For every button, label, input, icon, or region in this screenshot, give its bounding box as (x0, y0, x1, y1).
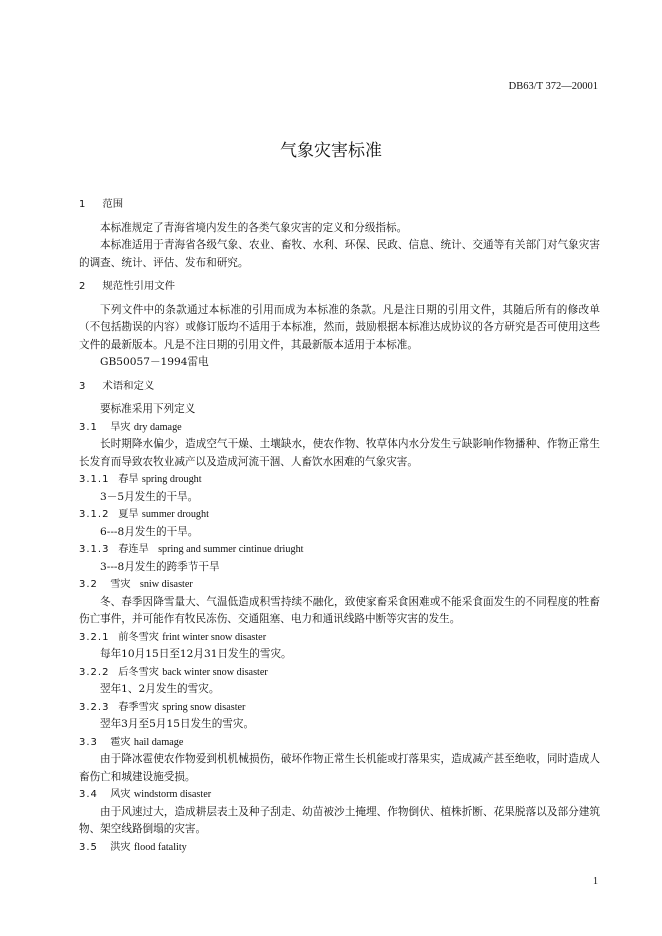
term-definition: 冬、春季因降雪量大、气温低造成积雪持续不融化，致使家畜采食困难或不能采食面发生的不同程度的牲畜伤亡事件，并可能作有牧民冻伤、交通阻塞、电力和通讯线路中断等灾害的发生。 (79, 595, 600, 625)
paragraph: 本标准适用于青海省各级气象、农业、畜牧、水利、环保、民政、信息、统计、交通等有关部门对气象灾害的调查、统计、评估、发布和研究。 (79, 239, 600, 269)
term-definition: 由于风速过大，造成耕层表土及种子刮走、幼苗被沙土掩埋、作物倒伏、植株折断、花果脱落以及部分建筑物、架空线路倒塌的灾害。 (79, 805, 600, 835)
term-definition: 翌年3月至5月15日发生的雪灾。 (100, 718, 255, 730)
term-definition: 6---8月发生的干旱。 (100, 525, 199, 538)
term-definition: 翌年1、2月发生的雪灾。 (100, 683, 220, 695)
document-body (79, 190, 600, 856)
term-heading: 3.1.3 春连旱 spring and summer cintinue driught (79, 544, 304, 555)
paragraph: 本标准规定了青海省境内发生的各类气象灾害的定义和分级指标。 (100, 221, 408, 234)
term-heading: 3.2.3 春季雪灾 spring snow disaster (79, 701, 246, 713)
document-title: 气象灾害标准 (280, 141, 382, 161)
paragraph: 要标准采用下列定义 (100, 403, 196, 415)
term-definition: 由于降冰雹使农作物爱到机机械损伤，破坏作物正常生长机能或打落果实，造成减产甚至绝收，同时造成人畜伤亡和城建设施受损。 (79, 753, 600, 783)
term-heading: 3.1 旱灾 dry damage (79, 421, 182, 433)
section-number: 1 (79, 199, 87, 210)
section-number: 3 (79, 380, 87, 392)
section-title: 范围 (102, 198, 124, 210)
section-2-heading (79, 278, 600, 296)
term-heading: 3.2.2 后冬雪灾 back winter snow disaster (79, 666, 268, 678)
section-number: 2 (79, 281, 87, 292)
term-heading: 3.5 洪灾 flood fatality (79, 841, 187, 853)
term-heading: 3.1.2 夏旱 summer drought (79, 509, 209, 520)
section-title: 术语和定义 (102, 379, 155, 392)
standard-code: DB63/T 372—20001 (508, 81, 598, 92)
term-definition: 3－5月发生的干旱。 (100, 490, 199, 503)
term-definition: 长时期降水偏少，造成空气干燥、土壤缺水，使农作物、牧草体内水分发生亏缺影响作物播种、作物正常生长发育而导致农牧业减产以及造成河流干涸、人畜饮水困难的气象灾害。 (79, 438, 600, 468)
reference-item: GB50057－1994雷电 (100, 356, 209, 368)
term-heading: 3.2 雪灾 sniw disaster (79, 579, 193, 590)
term-heading: 3.3 雹灾 hail damage (79, 736, 184, 748)
term-definition: 3---8月发生的跨季节干旱 (100, 560, 220, 573)
term-heading: 3.1.1 春旱 spring drought (79, 474, 202, 485)
term-heading: 3.2.1 前冬雪灾 frint winter snow disaster (79, 631, 267, 643)
section-title: 规范性引用文件 (102, 280, 176, 292)
section-3-heading (79, 378, 600, 396)
paragraph: 下列文件中的条款通过本标准的引用而成为本标准的条款。凡是注日期的引用文件，其随后所有的修改单（不包括勘误的内容）或修订版均不适用于本标准，然而，鼓励根据本标准达成协议的各方研究是否可使用这些文件的最新版本。凡是不注日期的引用文件，其最新版本适用于本标准。 (79, 303, 600, 351)
term-definition: 每年10月15日至12月31日发生的雪灾。 (100, 648, 292, 660)
section-1-heading (79, 196, 600, 214)
term-heading: 3.4 风灾 windstorm disaster (79, 789, 212, 800)
page-number: 1 (593, 876, 598, 887)
